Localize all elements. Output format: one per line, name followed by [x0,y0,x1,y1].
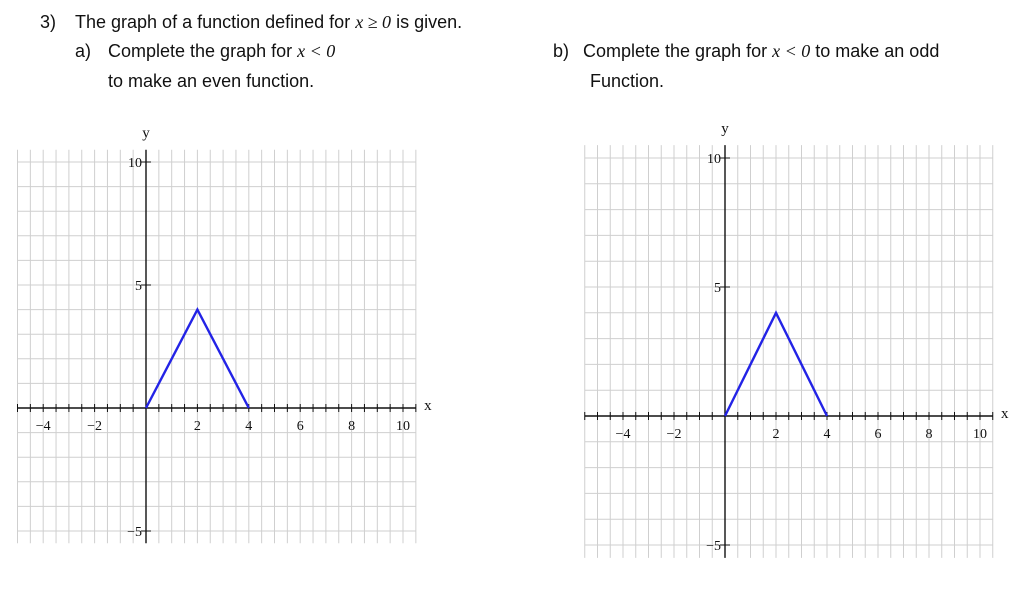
part-a-line1-math: x < 0 [297,41,336,61]
x-tick-label: −4 [615,427,631,442]
part-b-line1-math: x < 0 [772,41,811,61]
x-tick-label: −2 [87,419,103,434]
y-axis-label: y [721,121,729,138]
x-tick-label: 4 [245,419,253,434]
x-tick-label: 4 [823,427,831,442]
part-a-label: a) [75,41,92,61]
x-tick-label: 8 [925,427,933,442]
part-b-line2: Function. [590,71,665,91]
part-a-line1-text: Complete the graph for [108,41,298,61]
x-axis-label: x [424,398,432,414]
y-tick-label: 5 [135,279,142,294]
x-tick-label: 8 [348,419,356,434]
x-tick-label: 6 [874,427,882,442]
x-tick-label: 10 [973,427,987,442]
grid [585,145,993,558]
y-tick-label: 10 [707,152,721,167]
x-axis-label: x [1001,406,1009,422]
part-a-line2: to make an even function. [108,71,315,91]
part-b-line1-text: Complete the graph for [583,41,773,61]
y-tick-label: −5 [127,525,142,540]
problem-number: 3) [40,12,57,32]
y-axis-label: y [142,125,150,142]
x-tick-label: 6 [296,419,304,434]
y-tick-label: 10 [128,156,142,171]
problem-stem-math: x ≥ 0 [355,12,392,32]
x-tick-label: −2 [666,427,682,442]
x-tick-label: 10 [396,419,410,434]
problem-stem-text: The graph of a function defined for [75,12,356,32]
problem-stem-end: is given. [391,12,463,32]
x-tick-label: 2 [193,419,201,434]
y-tick-label: −5 [706,539,721,554]
x-tick-label: 2 [772,427,780,442]
x-tick-label: −4 [35,419,51,434]
part-b-label: b) [553,41,570,61]
y-tick-label: 5 [714,281,721,296]
part-b-line1-end: to make an odd [810,41,940,61]
